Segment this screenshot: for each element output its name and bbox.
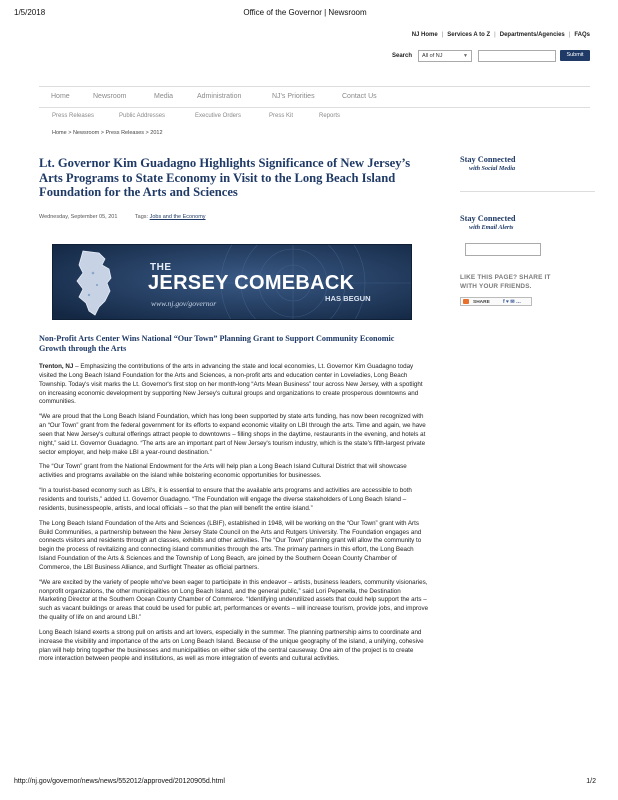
print-title: Office of the Governor | Newsroom xyxy=(243,8,367,17)
social-title: Stay Connected xyxy=(460,155,516,164)
search-input[interactable] xyxy=(478,50,556,62)
nav-item-media[interactable]: Media xyxy=(154,93,174,100)
banner-subtitle: HAS BEGUN xyxy=(325,294,371,303)
email-subtitle: with Email Alerts xyxy=(469,224,514,231)
page-number: 1/2 xyxy=(586,778,596,785)
article-date: Wednesday, September 05, 201 xyxy=(39,214,118,220)
share-button[interactable] xyxy=(460,297,532,306)
search-submit-button[interactable]: Submit xyxy=(560,50,590,61)
divider: | xyxy=(568,32,571,38)
nav-item-contact[interactable]: Contact Us xyxy=(342,93,377,100)
subnav-press-kit[interactable]: Press Kit xyxy=(269,113,294,119)
tags-label: Tags: xyxy=(134,214,149,220)
divider xyxy=(460,191,595,192)
services-link[interactable]: Services A to Z xyxy=(447,32,491,38)
sub-nav xyxy=(39,113,590,125)
paragraph: The “Our Town” grant from the National Endowment for the Arts will help plan a Long Beach Island Cultural District that will showcase activities and programs available on the island while bolstering economic opportunities for businesses. xyxy=(39,463,407,480)
faqs-link[interactable]: FAQs xyxy=(574,32,590,38)
banner-title: JERSEY COMEBACK xyxy=(148,272,355,294)
banner-the: THE xyxy=(150,262,172,273)
search-bar xyxy=(388,50,594,64)
breadcrumb[interactable]: Home > Newsroom > Press Releases > 2012 xyxy=(52,130,163,136)
banner-url: www.nj.gov/governor xyxy=(151,299,217,308)
print-header xyxy=(14,8,596,20)
article-subhead: Non-Profit Arts Center Wins National “Our Town” Planning Grant to Support Community Economic Growth through the Arts xyxy=(39,334,395,353)
social-subtitle: with Social Media xyxy=(469,165,516,172)
utility-links xyxy=(412,32,590,38)
tag-link[interactable]: Jobs and the Economy xyxy=(149,214,206,220)
dateline: Trenton, NJ xyxy=(39,363,74,370)
social-media-widget[interactable] xyxy=(460,155,600,192)
nav-item-newsroom[interactable]: Newsroom xyxy=(93,93,127,100)
email-alerts-widget[interactable] xyxy=(460,214,600,231)
search-label: Search xyxy=(392,53,413,59)
nav-item-priorities[interactable]: NJ's Priorities xyxy=(272,93,315,100)
search-scope-value: All of NJ xyxy=(422,53,443,59)
paragraph: “In a tourist-based economy such as LBI's, it is essential to ensure that the available arts programs and activities are accessible to both residents and tourists,” added Lt. Governor Guadagno. “The Foundation will engage the diverse stakeholders of Long Beach Island – residents, businesspeople, artists, and local officials – so that the plan will benefit the entire island.” xyxy=(39,487,412,512)
share-label: SHARE xyxy=(473,299,490,305)
share-icon xyxy=(463,299,469,304)
share-prompt: LIKE THIS PAGE? SHARE IT WITH YOUR FRIENDS. xyxy=(460,274,551,290)
paragraph: “We are proud that the Long Beach Island Foundation, which has long been supported by state arts funding, has now been recognized with an “Our Town” grant from the federal government for its efforts to expand economic vitality on LBI through the arts. Time and again, we have seen that New Jersey's cultural offerings attract people to downtowns – filling shops in the daytime, restaurants in the evening, and hotels at night,” said Lt. Governor Guadagno. “The arts are an important part of New Jersey's tourism industry, which is the state's fifth-largest private sector employer, and help make LBI a year-round destination.” xyxy=(39,413,426,456)
print-url: http://nj.gov/governor/news/news/552012/approved/20120905d.html xyxy=(14,778,225,785)
page-title: Lt. Governor Kim Guadagno Highlights Significance of New Jersey’s Arts Programs to State Economy in Visit to the Long Beach Island Foundation for the Arts and Sciences xyxy=(39,156,411,200)
nav-item-home[interactable]: Home xyxy=(51,93,70,100)
print-date: 1/5/2018 xyxy=(14,8,46,17)
paragraph: The Long Beach Island Foundation of the Arts and Sciences (LBIF), established in 1948, will be working on the “Our Town” grant with Arts Build Communities, a partnership between the New Jersey State Council on the Arts and Rutgers University. The Foundation engages and connects visitors and residents through art classes, exhibits and other activities. The “Our Town” planning grant will allow the community to begin the process of revitalizing and connecting island communities through the arts. The primary partners in this effort, the Long Beach Island Foundation of the Arts & Sciences and the Township of Long Beach, are joined by the Southern Ocean County Chamber of Commerce, the LBI Business Alliance, and Surflight Theater as official partners. xyxy=(39,519,422,571)
subnav-executive-orders[interactable]: Executive Orders xyxy=(195,113,242,119)
article-body xyxy=(39,363,429,670)
divider: | xyxy=(441,32,444,38)
nav-item-administration[interactable]: Administration xyxy=(197,93,242,100)
email-title: Stay Connected xyxy=(460,214,516,223)
subnav-public-addresses[interactable]: Public Addresses xyxy=(119,113,166,119)
paragraph: “We are excited by the variety of people who've been eager to participate in this endeavor – artists, business leaders, community visionaries, nonprofit organizations, the other municipalities on Long Beach Island, and the general public,” said Lori Pepenella, the Destination Marketing Director at the Southern Ocean County Chamber of Commerce. “Identifying underutilized assets that could help support the arts – such as vacant buildings or areas that could be used for public art, performances or events – will increase tourism, provide jobs, and improve the quality of life on and around LBI.” xyxy=(39,578,429,622)
search-scope-select[interactable] xyxy=(418,50,472,62)
email-input[interactable] xyxy=(465,243,541,256)
social-icons: f ♥ ✉ … xyxy=(503,299,521,305)
print-footer xyxy=(14,778,596,790)
subnav-press-releases[interactable]: Press Releases xyxy=(52,113,95,119)
jersey-comeback-banner[interactable] xyxy=(52,244,412,320)
article-meta xyxy=(39,214,206,220)
departments-link[interactable]: Departments/Agencies xyxy=(499,32,565,38)
subnav-reports[interactable]: Reports xyxy=(319,113,341,119)
paragraph: Trenton, NJ – Emphasizing the contributions of the arts in advancing the state and local economies, Lt. Governor Kim Guadagno today visited the Long Beach Island Foundation for the Arts and Sciences, a non-profit arts and education center in Loveladies, Long Beach Township. Today's visit marks the Lt. Governor's first stop on her month-long “Arts Mean Business” tour across New Jersey, with a spotlight on increasing economic development by supporting New Jersey's cultural groups and organizations to create prosperous downtowns and communities. xyxy=(39,363,423,406)
paragraph: Long Beach Island exerts a strong pull on artists and art lovers, especially in the summer. The planning partnership aims to coordinate and increase the visibility and importance of the arts on Long Beach Island. Because of the unique geography of the island, a unifying, cohesive plan will help bring together the businesses and municipalities on either side of the central causeway. One aim of the project is to create more interaction between people and institutions, as well as more integration of events and cultural activities. xyxy=(39,628,424,663)
divider: | xyxy=(494,32,496,38)
chevron-down-icon: ▼ xyxy=(463,53,468,59)
main-nav xyxy=(39,86,590,108)
nj-home-link[interactable]: NJ Home xyxy=(411,32,438,38)
